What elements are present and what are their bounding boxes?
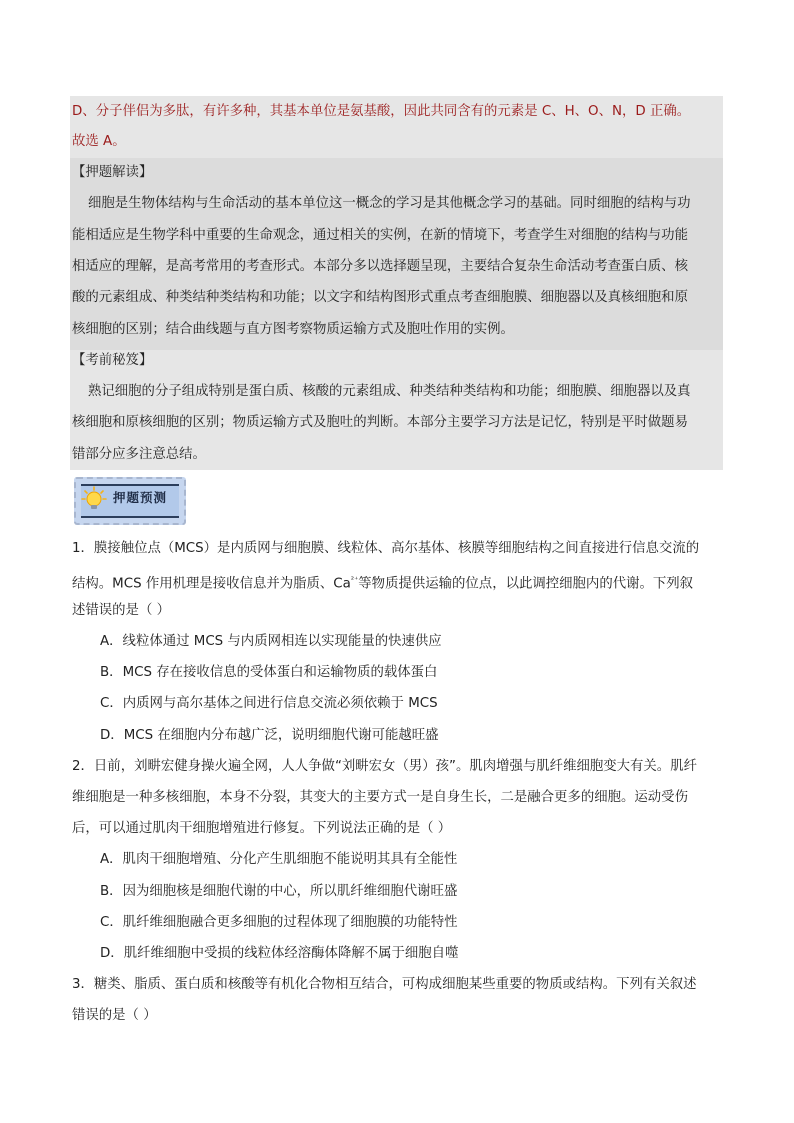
- secrets-line: 核细胞和原核细胞的区别；物质运输方式及胞吐的判断。本部分主要学习方法是记忆，特别是平时做题易: [72, 415, 688, 430]
- badge-label: 押题预测: [113, 490, 168, 505]
- question-1-option-b: B．MCS 存在接收信息的受体蛋白和运输物质的载体蛋白: [100, 665, 438, 680]
- question-1-option-d: D．MCS 在细胞内分布越广泛，说明细胞代谢可能越旺盛: [100, 728, 439, 743]
- interpretation-line: 相适应的理解，是高考常用的考查形式。本部分多以选择题呈现，主要结合复杂生命活动考查蛋白质、核: [72, 259, 688, 274]
- question-2-stem: 2．日前，刘畊宏健身操火遍全网，人人争做“刘畊宏女（男）孩”。肌肉增强与肌纤维细胞变大有关。肌纤: [72, 759, 697, 774]
- question-1-option-a: A．线粒体通过 MCS 与内质网相连以实现能量的快速供应: [100, 634, 442, 649]
- question-2-option-b: B．因为细胞核是细胞代谢的中心，所以肌纤维细胞代谢旺盛: [100, 884, 458, 899]
- answer-conclusion: 故选 A。: [72, 134, 126, 149]
- interpretation-line: 酸的元素组成、种类结种类结构和功能；以文字和结构图形式重点考查细胞膜、细胞器以及真核细胞和原: [72, 290, 688, 305]
- section-badge: [74, 477, 186, 525]
- interpretation-heading: 【押题解读】: [72, 165, 153, 180]
- question-2-option-d: D．肌纤维细胞中受损的线粒体经溶酶体降解不属于细胞自噬: [100, 946, 459, 961]
- secrets-line: 熟记细胞的分子组成特别是蛋白质、核酸的元素组成、种类结种类结构和功能；细胞膜、细胞器以及真: [88, 384, 691, 399]
- interpretation-line: 核细胞的区别；结合曲线题与直方图考察物质运输方式及胞吐作用的实例。: [72, 322, 514, 337]
- question-1-stem: 1．膜接触位点（MCS）是内质网与细胞膜、线粒体、高尔基体、核膜等细胞结构之间直接进行信息交流的: [72, 541, 700, 556]
- question-1-option-c: C．内质网与高尔基体之间进行信息交流必须依赖于 MCS: [100, 696, 438, 711]
- question-2-option-c: C．肌纤维细胞融合更多细胞的过程体现了细胞膜的功能特性: [100, 915, 458, 930]
- interpretation-line: 细胞是生物体结构与生命活动的基本单位这一概念的学习是其他概念学习的基础。同时细胞的结构与功: [88, 196, 691, 211]
- question-1-stem: 结构。MCS 作用机理是接收信息并为脂质、$Ca^{^{2+}}$等物质提供运输的位点，以此调控细胞内的代谢。下列叙: [72, 575, 694, 592]
- question-3-stem: 错误的是（ ）: [72, 1008, 157, 1023]
- interpretation-line: 能相适应是生物学科中重要的生命观念，通过相关的实例，在新的情境下，考查学生对细胞的结构与功能: [72, 228, 688, 243]
- question-3-stem: 3．糖类、脂质、蛋白质和核酸等有机化合物相互结合，可构成细胞某些重要的物质或结构。下列有关叙述: [72, 977, 697, 992]
- question-1-stem: 述错误的是（ ）: [72, 603, 170, 618]
- answer-line-d: D、分子伴侣为多肽，有许多种，其基本单位是氨基酸，因此共同含有的元素是 C、H、O、N，D 正确。: [72, 104, 691, 119]
- question-2-stem: 维细胞是一种多核细胞，本身不分裂，其变大的主要方式一是自身生长，二是融合更多的细胞。运动受伤: [72, 790, 688, 805]
- lightbulb-icon: [80, 485, 108, 513]
- question-2-option-a: A．肌肉干细胞增殖、分化产生肌细胞不能说明其具有全能性: [100, 852, 458, 867]
- secrets-line: 错部分应多注意总结。: [72, 447, 206, 462]
- question-2-stem: 后，可以通过肌肉干细胞增殖进行修复。下列说法正确的是（ ）: [72, 821, 452, 836]
- secrets-heading: 【考前秘笈】: [72, 353, 153, 368]
